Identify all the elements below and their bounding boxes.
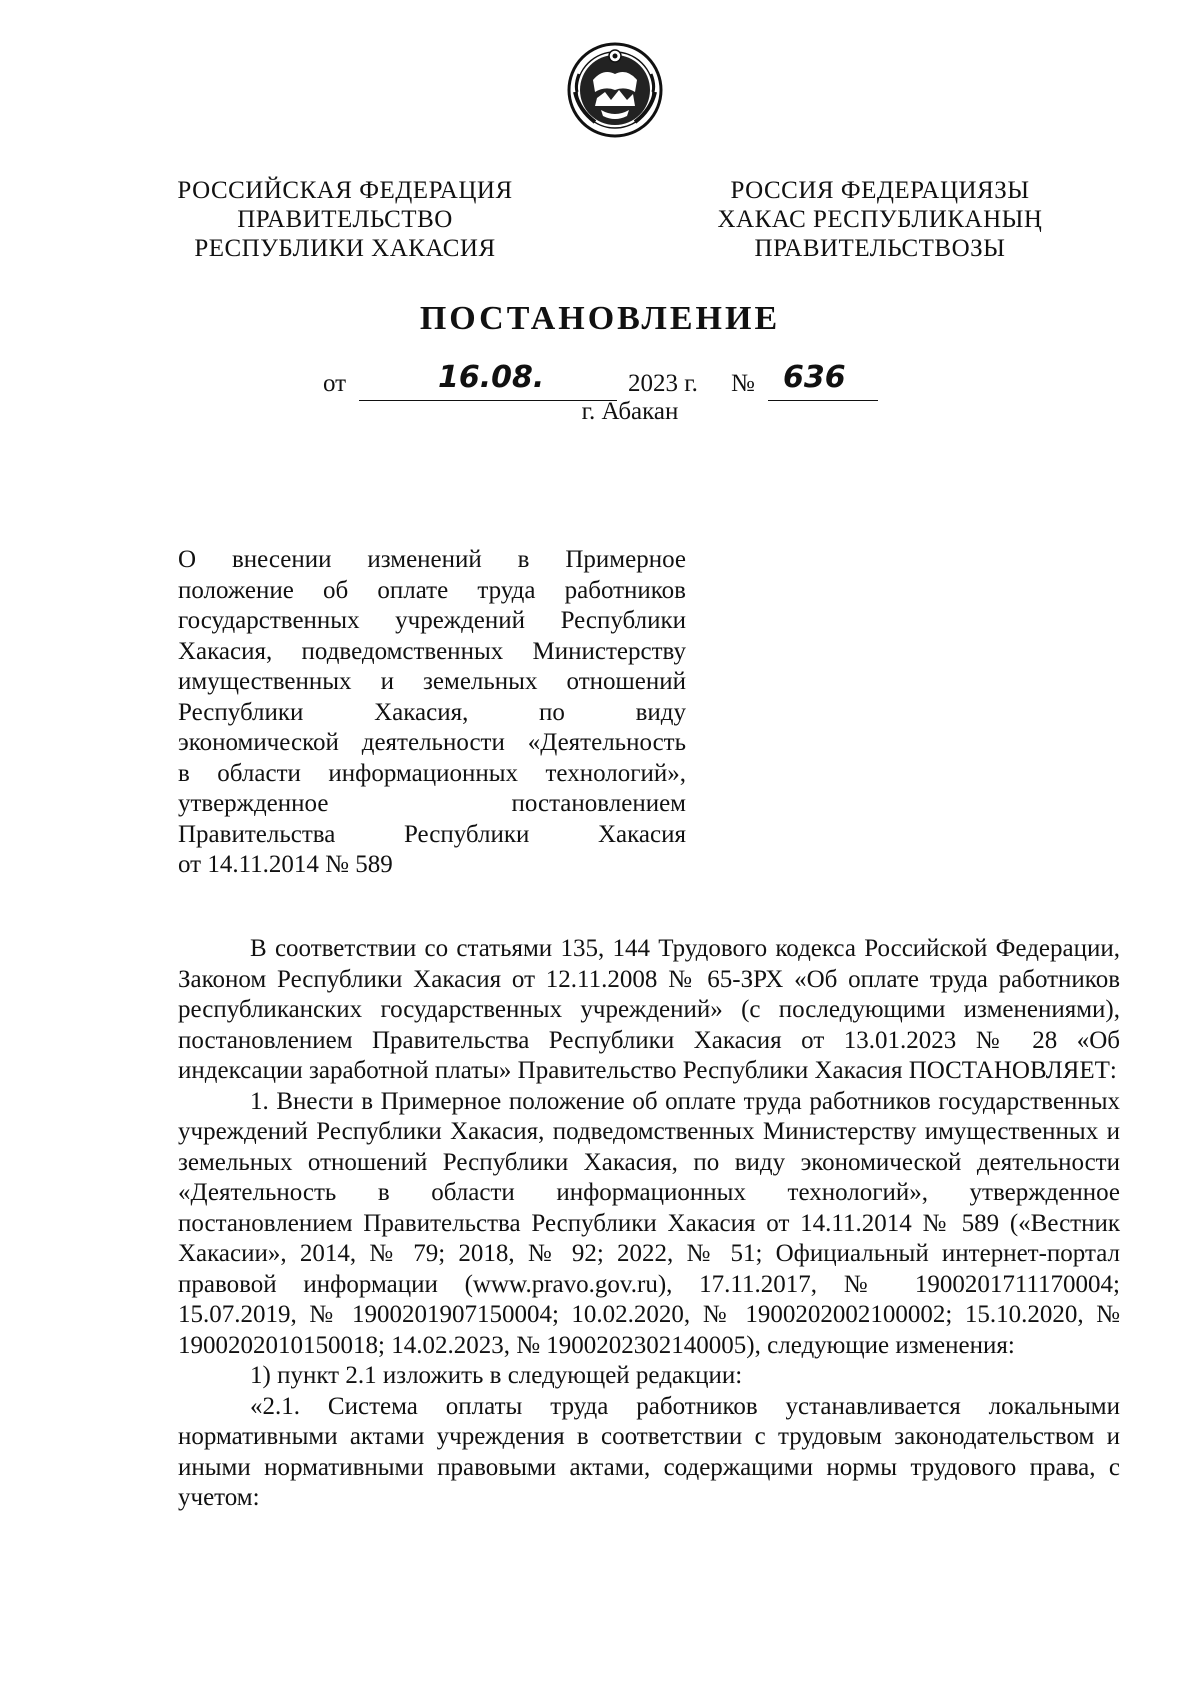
subject-line: Хакасия, подведомственных Министерству — [178, 637, 686, 665]
number-label: № — [731, 370, 755, 397]
subject-line: имущественных и земельных отношений — [178, 668, 686, 695]
subject-line: Правительства Республики Хакасия — [178, 820, 686, 848]
header-right-line: ПРАВИТЕЛЬСТВОЗЫ — [754, 235, 1006, 262]
subject-line: экономической деятельности «Деятельность — [178, 729, 686, 756]
date-year: 2023 г. — [628, 370, 698, 397]
city-line: г. Абакан — [581, 398, 679, 425]
header-right-line: ХАКАС РЕСПУБЛИКАНЫҢ — [717, 206, 1043, 233]
header-right-line: РОССИЯ ФЕДЕРАЦИЯЗЫ — [730, 177, 1030, 204]
item-1-paragraph: 1. Внести в Примерное положение об оплате труда работников государственных учреждений Республики Хакасия, подведомственных Министерству имущественных и земельных отношений Республики Хакасия, по виду экономической деятельности «Деятельность в области информационных технологий», утвержденное постановлением Правительства Республики Хакасия от 14.11.2014 № 589 («Вестник Хакасии», 2014, № 79; 2018, № 92; 2022, № 51; Официальный интернет-портал правовой информации (www.pravo.gov.ru), 17.11.2017, № 1900201711170004; 15.07.2019, № 1900201907150004; 10.02.2020, № 1900202002100002; 15.10.2020, № 1900202010150018; 14.02.2023, № 1900202302140005), следующие изменения: — [178, 1087, 1120, 1359]
subitem-1-paragraph: 1) пункт 2.1 изложить в следующей редакции: — [250, 1362, 743, 1389]
handwritten-date: 16.08. — [438, 360, 545, 395]
coat-of-arms-icon — [565, 40, 665, 140]
preamble-paragraph: В соответствии со статьями 135, 144 Трудового кодекса Российской Федерации, Законом Республики Хакасия от 12.11.2008 № 65-ЗРХ «Об оплате труда работников республиканских государственных учреждений» (с последующими изменениями), постановлением Правительства Республики Хакасия от 13.01.2023 № 28 «Об индексации заработной платы» Правительство Республики Хакасия ПОСТАНОВЛЯЕТ: — [178, 935, 1120, 1084]
header-left-line: ПРАВИТЕЛЬСТВО — [237, 206, 453, 233]
subject-line: государственных учреждений Республики — [178, 607, 686, 634]
subject-line: О внесении изменений в Примерное — [178, 546, 686, 573]
subject-line: Республики Хакасия, по виду — [178, 698, 686, 726]
handwritten-number: 636 — [783, 360, 846, 395]
subject-line: утвержденное постановлением — [178, 790, 686, 817]
header-left-line: РОССИЙСКАЯ ФЕДЕРАЦИЯ — [177, 177, 513, 204]
body-text — [178, 934, 1120, 1514]
header-right-block — [710, 176, 1050, 263]
date-prefix: от — [323, 370, 347, 397]
subject-line: от 14.11.2014 № 589 — [178, 851, 393, 878]
subject-line: положение об оплате труда работников — [178, 576, 686, 604]
header-left-line: РЕСПУБЛИКИ ХАКАСИЯ — [194, 235, 496, 262]
subject-line: в области информационных технологий», — [178, 759, 686, 787]
quoted-paragraph: «2.1. Система оплаты труда работников устанавливается локальными нормативными актами учреждения в соответствии с трудовым законодательством и иными нормативными правовыми актами, содержащими нормы трудового права, с учетом: — [178, 1392, 1120, 1511]
document-title: ПОСТАНОВЛЕНИЕ — [419, 300, 781, 337]
subject-block — [178, 545, 686, 881]
header-left-block — [175, 176, 515, 263]
